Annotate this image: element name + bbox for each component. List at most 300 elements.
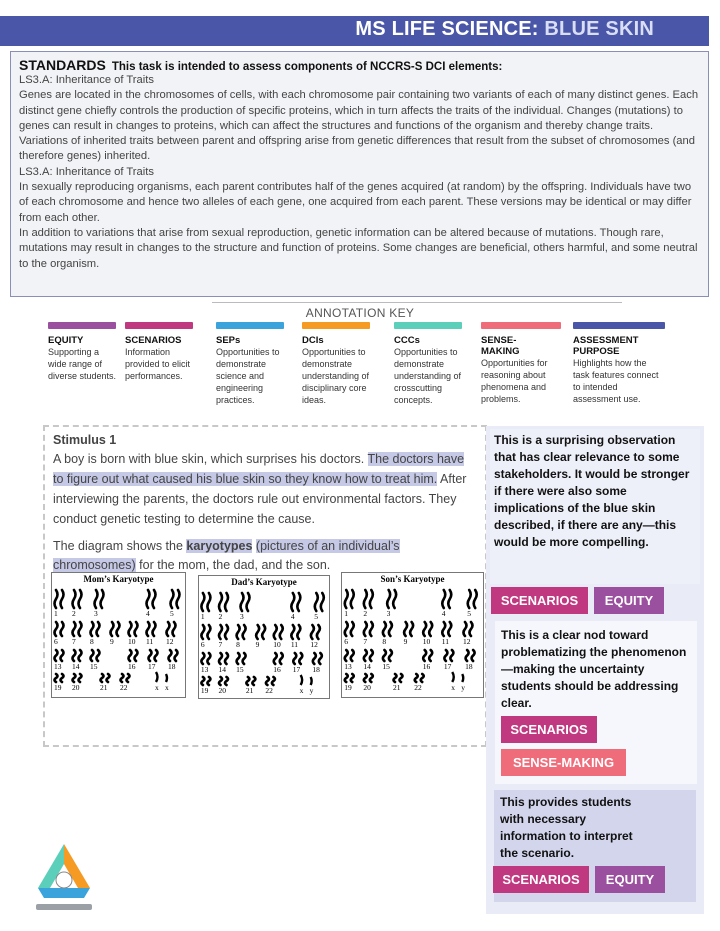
chromosome — [274, 625, 277, 639]
chromosome — [207, 625, 210, 639]
chromosome-number: 9 — [255, 640, 260, 649]
chromosome-pair — [293, 653, 302, 664]
karyotype-title: Mom’s Karyotype — [83, 574, 154, 584]
tag-scenarios: SCENARIOS — [491, 587, 588, 614]
chromosome — [225, 593, 228, 611]
standards-paragraph: In sexually reproducing organisms, each parent contributes half of the genes acquired (at random) by the offspring. Individuals have two of each chromosome and hence two alleles of each gene, one acquired from each parent. These versions may be identical or may differ from each other. — [19, 181, 692, 224]
chromosome-number: 16 — [128, 662, 136, 671]
key-dcis — [302, 322, 374, 406]
chromosome-number: 1 — [200, 612, 205, 621]
chromosome-number: 9 — [403, 637, 408, 646]
chromosome-pair — [246, 677, 255, 685]
chromosome — [61, 674, 64, 682]
chromosome — [272, 677, 275, 685]
chromosome — [252, 677, 255, 685]
chromosome — [153, 590, 156, 608]
key-title: DCIs — [302, 335, 324, 346]
chromosome — [321, 593, 324, 611]
tag-scenarios: SCENARIOS — [501, 716, 597, 743]
chromosome — [147, 590, 150, 608]
chromosome — [97, 650, 100, 661]
stimulus-title: Stimulus 1 — [53, 433, 117, 447]
key-title: ASSESSMENT PURPOSE — [573, 335, 639, 357]
chromosome — [201, 593, 204, 611]
chromosome — [297, 625, 300, 639]
key-desc: Opportunities to demonstrate understanding of disciplinary core ideas. — [302, 347, 370, 405]
chromosome-number: 10 — [422, 637, 431, 646]
chromosome — [351, 674, 354, 682]
chromosome — [73, 650, 76, 661]
chromosome — [225, 677, 228, 685]
chromosome-pair — [73, 622, 82, 636]
chromosome-number: 20 — [218, 686, 227, 695]
chromosome-number: 19 — [54, 683, 62, 692]
chromosome — [313, 653, 316, 664]
key-desc: Supporting a wide range of diverse students. — [48, 347, 117, 381]
chromosome-pair — [364, 674, 373, 682]
chromosome — [237, 653, 240, 664]
chromosome — [95, 590, 98, 608]
chromosome-pair — [219, 593, 228, 611]
chromosome-pair — [219, 653, 228, 664]
standards-paragraph: LS3.A: Inheritance of Traits — [19, 165, 154, 178]
chromosome — [201, 677, 204, 685]
chromosome — [474, 590, 477, 608]
stimulus-text: After interviewing the parents, the doctors rule out environmental factors. They conduct genetic testing to determine the cause. — [53, 472, 467, 526]
chromosome-pair — [201, 677, 210, 685]
chromosome — [450, 650, 453, 661]
chromosome — [237, 625, 240, 639]
key-title: SCENARIOS — [125, 335, 182, 346]
key-desc: Information provided to elicit performances. — [125, 347, 191, 381]
chromosome — [121, 674, 124, 682]
chromosome — [149, 650, 152, 661]
chromosome — [448, 622, 451, 636]
key-desc: Opportunities to demonstrate understanding of crosscutting concepts. — [394, 347, 462, 405]
stimulus-text: The diagram shows the — [53, 539, 183, 553]
chromosome — [370, 674, 373, 682]
chromosome — [247, 593, 250, 611]
standards-box — [10, 51, 709, 297]
chromosome — [370, 590, 373, 608]
chromosome — [173, 622, 176, 636]
chromosome-number: 11 — [146, 637, 154, 646]
key-color-bar — [48, 322, 116, 329]
chromosome — [147, 622, 150, 636]
chromosome — [370, 622, 373, 636]
chromosome — [311, 625, 314, 639]
key-color-bar — [302, 322, 370, 329]
chromosome — [393, 590, 396, 608]
key-sense-making — [481, 322, 561, 405]
stimulus-highlight: (pictures of an individual’s chromosomes) — [53, 539, 400, 572]
chromosome-pair — [167, 622, 176, 636]
chromosome-pair — [468, 590, 477, 608]
chromosome-number: 11 — [290, 640, 299, 649]
chromosome — [55, 622, 58, 636]
chromosome-number: 4 — [290, 612, 295, 621]
chromosome-pair — [129, 622, 138, 636]
chromosome-number: 6 — [54, 637, 58, 646]
annotation-text: This is a clear nod toward problematizing the phenomenon—making the uncertainty students should be addressing clear. — [501, 628, 687, 710]
chromosome — [91, 650, 94, 661]
chromosome — [394, 674, 397, 682]
chromosome-pair — [219, 677, 228, 685]
chromosome-pair — [121, 674, 130, 682]
chromosome — [415, 674, 418, 682]
title-part-2: BLUE SKIN — [544, 18, 654, 40]
chromosome-pair — [383, 622, 392, 636]
chromosome — [345, 650, 348, 661]
chromosome — [400, 674, 403, 682]
standards-subheading: This task is intended to assess components of NCCRS-S DCI elements: — [111, 61, 503, 73]
tag-sense-making: SENSE-MAKING — [501, 749, 626, 776]
chromosome-number: 13 — [54, 662, 62, 671]
chromosome-number: 2 — [363, 609, 368, 618]
chromosome-pair — [313, 653, 322, 664]
chromosome — [55, 650, 58, 661]
sex-chromosome-pair — [156, 672, 167, 682]
chromosome — [448, 590, 451, 608]
chromosome — [370, 650, 373, 661]
standards-paragraph: Genes are located in the chromosomes of cells, with each chromosome pair containing two variants of each of many distinct genes. Each distinct gene chiefly controls the production of specific proteins, which in turn affects the traits of the individual. Changes (mutations) to genes can result in changes to proteins, which can affect the structures and functions of the organism and thereby change traits. — [19, 89, 699, 132]
chromosome-pair — [383, 650, 392, 661]
chromosome-number: 18 — [168, 662, 176, 671]
chromosome-number: 21 — [100, 683, 108, 692]
chromosome — [101, 590, 104, 608]
chromosome-pair — [237, 625, 246, 639]
key-assessment-purpose — [573, 322, 665, 405]
chromosome-number: 9 — [110, 637, 114, 646]
chromosome — [107, 674, 110, 682]
chromosome — [469, 622, 472, 636]
key-cccs — [394, 322, 466, 406]
chromosome-pair — [73, 650, 82, 661]
chromosome-pair — [364, 650, 373, 661]
chromosome — [364, 590, 367, 608]
chromosome — [55, 590, 58, 608]
chromosome-pair — [274, 653, 283, 664]
chromosome-number: 5 — [170, 609, 174, 618]
chromosome — [387, 590, 390, 608]
chromosome — [177, 590, 180, 608]
chromosome-number: 1 — [344, 609, 348, 618]
stimulus-paragraph-2 — [53, 537, 477, 575]
chromosome-pair — [345, 590, 354, 608]
chromosome-pair — [73, 590, 82, 608]
chromosome — [364, 650, 367, 661]
chromosome — [129, 622, 132, 636]
chromosome-number: y — [461, 683, 466, 692]
chromosome — [319, 653, 322, 664]
chromosome — [207, 593, 210, 611]
karyotype-diagram — [342, 584, 483, 694]
chromosome-pair — [219, 625, 228, 639]
chromosome-number: 17 — [148, 662, 156, 671]
chromosome-pair — [111, 622, 120, 636]
chromosome-number: 16 — [422, 662, 431, 671]
chromosome-pair — [274, 625, 283, 639]
chromosome-pair — [169, 650, 178, 661]
chromosome-number: 3 — [386, 609, 391, 618]
chromosome — [61, 590, 64, 608]
key-seps — [216, 322, 288, 406]
tag-equity: EQUITY — [595, 866, 665, 893]
chromosome-number: 5 — [314, 612, 319, 621]
chromosome-number: x — [299, 686, 304, 695]
chromosome-number: 22 — [265, 686, 273, 695]
chromosome-pair — [415, 674, 424, 682]
sex-chromosome-pair — [301, 675, 312, 685]
chromosome-number: 2 — [218, 612, 223, 621]
chromosome-number: 17 — [292, 665, 301, 674]
karyotype-title: Son’s Karyotype — [380, 574, 445, 584]
stimulus-paragraph-1 — [53, 449, 477, 529]
chromosome-pair — [423, 622, 432, 636]
key-scenarios — [125, 322, 197, 382]
chromosome — [299, 653, 302, 664]
header-banner — [0, 16, 709, 46]
chromosome — [175, 650, 178, 661]
chromosome-number: 15 — [236, 665, 244, 674]
chromosome-pair — [466, 650, 475, 661]
chromosome — [315, 593, 318, 611]
chromosome — [266, 677, 269, 685]
logo-wordmark — [36, 904, 92, 910]
key-title: EQUITY — [48, 335, 84, 346]
karyotype-mom — [51, 572, 186, 698]
chromosome-number: x — [165, 683, 169, 692]
chromosome-number: 8 — [382, 637, 387, 646]
chromosome — [79, 622, 82, 636]
chromosome — [280, 625, 283, 639]
key-color-bar — [216, 322, 284, 329]
chromosome-pair — [147, 590, 156, 608]
chromosome-number: 21 — [393, 683, 401, 692]
chromosome — [111, 622, 114, 636]
chromosome — [219, 653, 222, 664]
chromosome-pair — [442, 590, 451, 608]
standards-paragraph: In addition to variations that arise from sexual reproduction, genetic information can be altered because of mutations. Though rare, mutations may result in changes to the structure and function of proteins. Some changes are beneficial, others harmful, and some neutral to the organism. — [19, 226, 698, 270]
stimulus-text: for the mom, the dad, and the son. — [139, 558, 331, 572]
chromosome — [345, 674, 348, 682]
chromosome-pair — [241, 593, 250, 611]
chromosome-number: 17 — [443, 662, 452, 671]
chromosome — [79, 674, 82, 682]
chromosome — [463, 622, 466, 636]
chromosome — [129, 650, 132, 661]
key-equity — [48, 322, 120, 382]
chromosome-number: 3 — [240, 612, 244, 621]
chromosome-pair — [442, 622, 451, 636]
chromosome-pair — [73, 674, 82, 682]
stimulus-text: A boy is born with blue skin, which surprises his doctors. — [53, 452, 365, 466]
chromosome-pair — [291, 625, 300, 639]
chromosome — [421, 674, 424, 682]
chromosome-pair — [95, 590, 104, 608]
chromosome — [73, 590, 76, 608]
annotation-note-1 — [490, 429, 700, 584]
chromosome-pair — [91, 650, 100, 661]
chromosome-number: 5 — [467, 609, 471, 618]
chromosome — [444, 650, 447, 661]
chromosome-pair — [55, 674, 64, 682]
tag-scenarios: SCENARIOS — [493, 866, 589, 893]
chromosome-number: x — [451, 683, 456, 692]
chromosome-number: 14 — [363, 662, 371, 671]
chromosome — [291, 625, 294, 639]
karyotype-diagram — [199, 587, 329, 695]
chromosome — [364, 622, 367, 636]
chromosome-pair — [91, 622, 100, 636]
chromosome-number: 2 — [72, 609, 76, 618]
chromosome-number: 22 — [414, 683, 422, 692]
chromosome-number: x — [155, 683, 159, 692]
chromosome-pair — [237, 653, 246, 664]
standards-paragraph: LS3.A: Inheritance of Traits — [19, 74, 154, 86]
standards-heading-row — [19, 57, 700, 73]
chromosome — [429, 622, 432, 636]
chromosome-pair — [171, 590, 180, 608]
chromosome — [345, 590, 348, 608]
chromosome — [317, 625, 320, 639]
logo-center — [56, 872, 72, 888]
key-color-bar — [394, 322, 462, 329]
standards-heading: STANDARDS — [19, 57, 106, 73]
stimulus-keyword: karyotypes — [186, 539, 253, 553]
chromosome-number: 8 — [90, 637, 94, 646]
chromosome — [207, 653, 210, 664]
karyotype-son — [341, 572, 484, 698]
three-dimensions-logo — [28, 840, 100, 918]
chromosome-pair — [291, 593, 300, 611]
chromosome-number: 14 — [218, 665, 227, 674]
key-color-bar — [481, 322, 561, 329]
stimulus-highlight: The doctors have to figure out what caused his blue skin so they know how to treat him. — [53, 452, 465, 486]
chromosome — [423, 622, 426, 636]
chromosome-number: y — [309, 686, 314, 695]
chromosome — [423, 650, 426, 661]
chromosome — [442, 590, 445, 608]
chromosome — [201, 625, 204, 639]
chromosome-number: 3 — [94, 609, 98, 618]
chromosome-pair — [201, 625, 210, 639]
annotation-text: This is a surprising observation that has clear relevance to some stakeholders. It would be stronger if there were also some implications of the blue skin described, if there are any—this would be more compelling. — [494, 433, 690, 549]
chromosome — [127, 674, 130, 682]
key-title: SEPs — [216, 335, 241, 346]
chromosome — [73, 622, 76, 636]
chromosome-pair — [149, 650, 158, 661]
chromosome — [468, 590, 471, 608]
chromosome-number: 15 — [382, 662, 390, 671]
chromosome-number: 14 — [72, 662, 80, 671]
chromosome-number: 10 — [128, 637, 136, 646]
chromosome — [73, 674, 76, 682]
chromosome-pair — [394, 674, 403, 682]
chromosome-pair — [315, 593, 324, 611]
chromosome-pair — [266, 677, 275, 685]
chromosome — [246, 677, 249, 685]
chromosome-number: 13 — [344, 662, 352, 671]
chromosome — [345, 622, 348, 636]
chromosome-number: 12 — [310, 640, 318, 649]
key-desc: Opportunities to demonstrate science and engineering practices. — [216, 347, 280, 405]
chromosome-number: 8 — [236, 640, 240, 649]
chromosome — [466, 650, 469, 661]
chromosome — [383, 650, 386, 661]
chromosome-number: 10 — [273, 640, 281, 649]
karyotype-title: Dad’s Karyotype — [231, 577, 297, 587]
chromosome-number: 12 — [166, 637, 174, 646]
chromosome — [256, 625, 259, 639]
chromosome — [61, 650, 64, 661]
chromosome — [243, 653, 246, 664]
chromosome — [291, 593, 294, 611]
chromosome — [219, 625, 222, 639]
chromosome — [207, 677, 210, 685]
chromosome-number: 15 — [90, 662, 98, 671]
chromosome-pair — [364, 590, 373, 608]
chromosome-number: 7 — [218, 640, 223, 649]
chromosome — [97, 622, 100, 636]
chromosome-pair — [345, 622, 354, 636]
chromosome — [79, 590, 82, 608]
tag-equity: EQUITY — [594, 587, 664, 614]
chromosome — [404, 622, 407, 636]
chromosome — [351, 590, 354, 608]
chromosome — [155, 650, 158, 661]
chromosome — [297, 593, 300, 611]
logo-segment — [38, 888, 90, 898]
chromosome — [410, 622, 413, 636]
chromosome — [442, 622, 445, 636]
chromosome-pair — [404, 622, 413, 636]
chromosome-pair — [147, 622, 156, 636]
chromosome-pair — [201, 653, 210, 664]
chromosome — [280, 653, 283, 664]
chromosome-pair — [55, 622, 64, 636]
chromosome — [472, 650, 475, 661]
chromosome — [429, 650, 432, 661]
chromosome — [79, 650, 82, 661]
karyotype-diagram — [52, 584, 185, 694]
chromosome — [389, 622, 392, 636]
chromosome — [383, 622, 386, 636]
page-title — [355, 18, 654, 41]
chromosome — [219, 593, 222, 611]
chromosome-number: 7 — [72, 637, 76, 646]
chromosome-number: 7 — [363, 637, 368, 646]
chromosome-pair — [463, 622, 472, 636]
chromosome-number: 6 — [200, 640, 205, 649]
chromosome-number: 11 — [441, 637, 450, 646]
key-color-bar — [125, 322, 193, 329]
chromosome — [135, 622, 138, 636]
chromosome-number: 1 — [54, 609, 58, 618]
chromosome — [351, 622, 354, 636]
chromosome-number: 4 — [441, 609, 446, 618]
chromosome-pair — [364, 622, 373, 636]
annotation-key-title: ANNOTATION KEY — [305, 306, 415, 320]
chromosome-pair — [444, 650, 453, 661]
chromosome — [201, 653, 204, 664]
chromosome — [364, 674, 367, 682]
chromosome-pair — [423, 650, 432, 661]
chromosome — [55, 674, 58, 682]
chromosome — [167, 622, 170, 636]
chromosome-number: 21 — [245, 686, 254, 695]
chromosome-number: 18 — [465, 662, 473, 671]
